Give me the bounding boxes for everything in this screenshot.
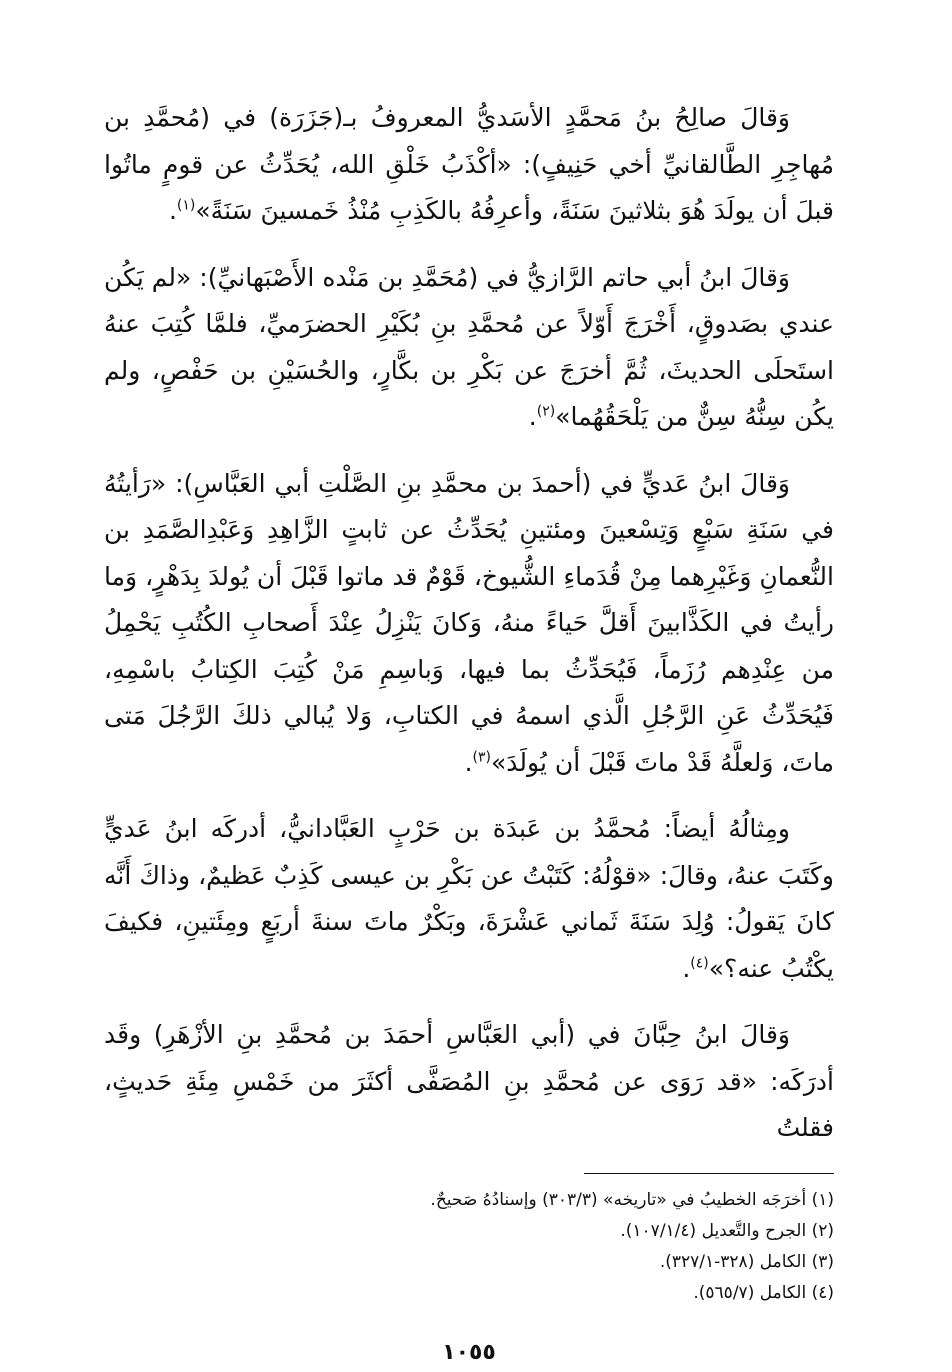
paragraph-2-text: وَقالَ ابنُ أبي حاتم الرَّازيُّ في (مُحَمَّدِ بن مَنْده الأَصْبَهانيِّ): «لم يَكُن عندي بصَدوقٍ، أَخْرَجَ أَوّلاً عن مُحمَّدِ بنِ بُكَيْرِ الحضرَميِّ، فلمَّا كُتِبَ عنهُ استَحلَى الحديثَ، ثُمَّ أخرَجَ عن بَكْرِ بن بكَّارٍ، والحُسَيْنِ بن حَفْصٍ، ولم يكُن سِنُّهُ سِنٌّ من يَلْحَقُهُما» [104,262,834,431]
paragraph-4: ومِثالُهُ أيضاً: مُحمَّدُ بن عَبدَة بن حَرْبٍ العَبَّادانيُّ، أدركَه ابنُ عَديٍّ وكَتَبَ عنهُ، وقالَ: «قوْلُهُ: كَتَبْتُ عن بَكْرِ بن عيسى كَذِبٌ عَظيمٌ، وذاكَ أَنَّه كانَ يَقولُ: وُلِدَ سَنَةَ ثَماني عَشْرَةَ، وبَكْرٌ ماتَ سنةَ أربَعٍ ومِئَتينِ، فكيفَ يكْتُبُ عنه؟»$^{(٤)}$. [104,814,834,983]
paragraph-gap [104,441,834,461]
paragraph-1: وَقالَ صالِحُ بنُ مَحمَّدٍ الأسَديُّ المعروفُ بـ(جَزَرَة) في (مُحمَّدِ بن مُهاجِرِ الطَّالقانيِّ أخي حَنِيفٍ): «أكْذَبُ خَلْقِ الله، يُحَدِّثُ عن قومٍ ماتُوا قبلَ أن يولَدَ هُوَ بثلاثينَ سَنَةً، وأعرِفُهُ بالكَذِبِ مُنْذُ خَمسينَ سَنَةً»$^{(١)}$. [104,103,834,225]
footnote-item: (٢) الجرح والتَّعديل (١٠٧/١/٤). [620,1221,834,1241]
footnote-separator [584,1173,834,1174]
paragraph-3-text: وَقالَ ابنُ عَديٍّ في (أحمدَ بن محمَّدِ بنِ الصَّلْتِ أبي العَبَّاسِ): «رَأيتُهُ في سَنَةِ سَبْعٍ وَتِسْعينَ ومئتينِ يُحَدِّثُ عن ثابتٍ الزَّاهِدِ وَعَبْدِالصَّمَدِ بن النُّعمانِ وَغَيْرِهما مِنْ قُدَماءِ الشُّيوخ، قَوْمٌ قد ماتوا قَبْلَ أن يُولدَ بِدَهْرٍ، وَما رأيتُ في الكَذَّابينَ أَقلَّ حَياءً منهُ، وَكانَ يَنْزِلُ عِنْدَ أَصحابِ الكُتُبِ يَحْمِلُ من عِنْدِهم رُزَماً، فَيُحَدِّثُ بما فيها، وَباسِمِ مَنْ كُتِبَ الكِتابُ باسْمِهِ، فَيُحَدِّثُ عَنِ الرَّجُلِ الَّذي اسمهُ في الكتابِ، وَلا يُبالي ذلكَ الرَّجُلَ مَتى ماتَ، وَلعلَّهُ قَدْ ماتَ قَبْلَ أن يُولَدَ» [104,468,834,777]
paragraph-4-text: ومِثالُهُ أيضاً: مُحمَّدُ بن عَبدَة بن حَرْبٍ العَبَّادانيُّ، أدركَه ابنُ عَديٍّ وكَتَبَ عنهُ، وقالَ: «قوْلُهُ: كَتَبْتُ عن بَكْرِ بن عيسى كَذِبٌ عَظيمٌ، وذاكَ أَنَّه كانَ يَقولُ: وُلِدَ سَنَةَ ثَماني عَشْرَةَ، وبَكْرٌ ماتَ سنةَ أربَعٍ ومِئَتينِ، فكيفَ يكْتُبُ عنه؟» [104,814,834,983]
paragraph-5 [104,1012,834,1152]
paragraph-gap [104,992,834,1012]
footnote-item: (١) أخرَجَه الخطيبُ في «تاريخه» (٣٠٣/٣) وإسنادُهُ صَحيحٌ. [430,1190,834,1210]
footnote-item: (٤) الكامل (٥٦٥/٧). [693,1283,834,1303]
paragraph-1-text: وَقالَ صالِحُ بنُ مَحمَّدٍ الأسَديُّ المعروفُ بـ(جَزَرَة) في (مُحمَّدِ بن مُهاجِرِ الطَّالقانيِّ أخي حَنِيفٍ): «أكْذَبُ خَلْقِ الله، يُحَدِّثُ عن قومٍ ماتُوا قبلَ أن يولَدَ هُوَ بثلاثينَ سَنَةً، وأعرِفُهُ بالكَذِبِ مُنْذُ خَمسينَ سَنَةً» [104,103,834,225]
footnote-item: (٣) الكامل (٣٢٨-٣٢٧/١). [659,1252,834,1272]
paragraph-gap [104,786,834,806]
paragraph-3: وَقالَ ابنُ عَديٍّ في (أحمدَ بن محمَّدِ بنِ الصَّلْتِ أبي العَبَّاسِ): «رَأيتُهُ في سَنَةِ سَبْعٍ وَتِسْعينَ ومئتينِ يُحَدِّثُ عن ثابتٍ الزَّاهِدِ وَعَبْدِالصَّمَدِ بن النُّعمانِ وَغَيْرِهما مِنْ قُدَماءِ الشُّيوخ، قَوْمٌ قد ماتوا قَبْلَ أن يُولدَ بِدَهْرٍ، وَما رأيتُ في الكَذَّابينَ أَقلَّ حَياءً منهُ، وَكانَ يَنْزِلُ عِنْدَ أَصحابِ الكُتُبِ يَحْمِلُ من عِنْدِهم رُزَماً، فَيُحَدِّثُ بما فيها، وَباسِمِ مَنْ كُتِبَ الكِتابُ باسْمِهِ، فَيُحَدِّثُ عَنِ الرَّجُلِ الَّذي اسمهُ في الكتابِ، وَلا يُبالي ذلكَ الرَّجُلَ مَتى ماتَ، وَلعلَّهُ قَدْ ماتَ قَبْلَ أن يُولَدَ»$^{(٣)}$. [104,468,834,777]
footnote-ref-1: (١) [176,197,196,214]
page-number: ١٠٥٥ [442,1340,496,1365]
paragraph-gap [104,235,834,255]
footnote-ref-4: (٤) [690,955,709,972]
paragraph-5-text: وَقالَ ابنُ حِبَّانَ في (أبي العَبَّاسِ أحمَدَ بن مُحمَّدِ بنِ الأزْهَرِ) وقَد أدرَكَه: «قد رَوَى عن مُحمَّدِ بنِ المُصَفَّى أكثَرَ من خَمْسِ مِئَةِ حَديثٍ، فقلتُ [104,1020,834,1142]
footnotes-list [104,1185,834,1309]
book-page [104,95,834,1365]
footnote-ref-2: (٢) [536,403,556,420]
paragraph-2: وَقالَ ابنُ أبي حاتم الرَّازيُّ في (مُحَمَّدِ بن مَنْده الأَصْبَهانيِّ): «لم يَكُن عندي بصَدوقٍ، أَخْرَجَ أَوّلاً عن مُحمَّدِ بنِ بُكَيْرِ الحضرَميِّ، فلمَّا كُتِبَ عنهُ استَحلَى الحديثَ، ثُمَّ أخرَجَ عن بَكْرِ بن بكَّارٍ، والحُسَيْنِ بن حَفْصٍ، ولم يكُن سِنُّهُ سِنٌّ من يَلْحَقُهُما»$^{(٢)}$. [104,262,834,431]
footnote-ref-3: (٣) [472,749,492,766]
